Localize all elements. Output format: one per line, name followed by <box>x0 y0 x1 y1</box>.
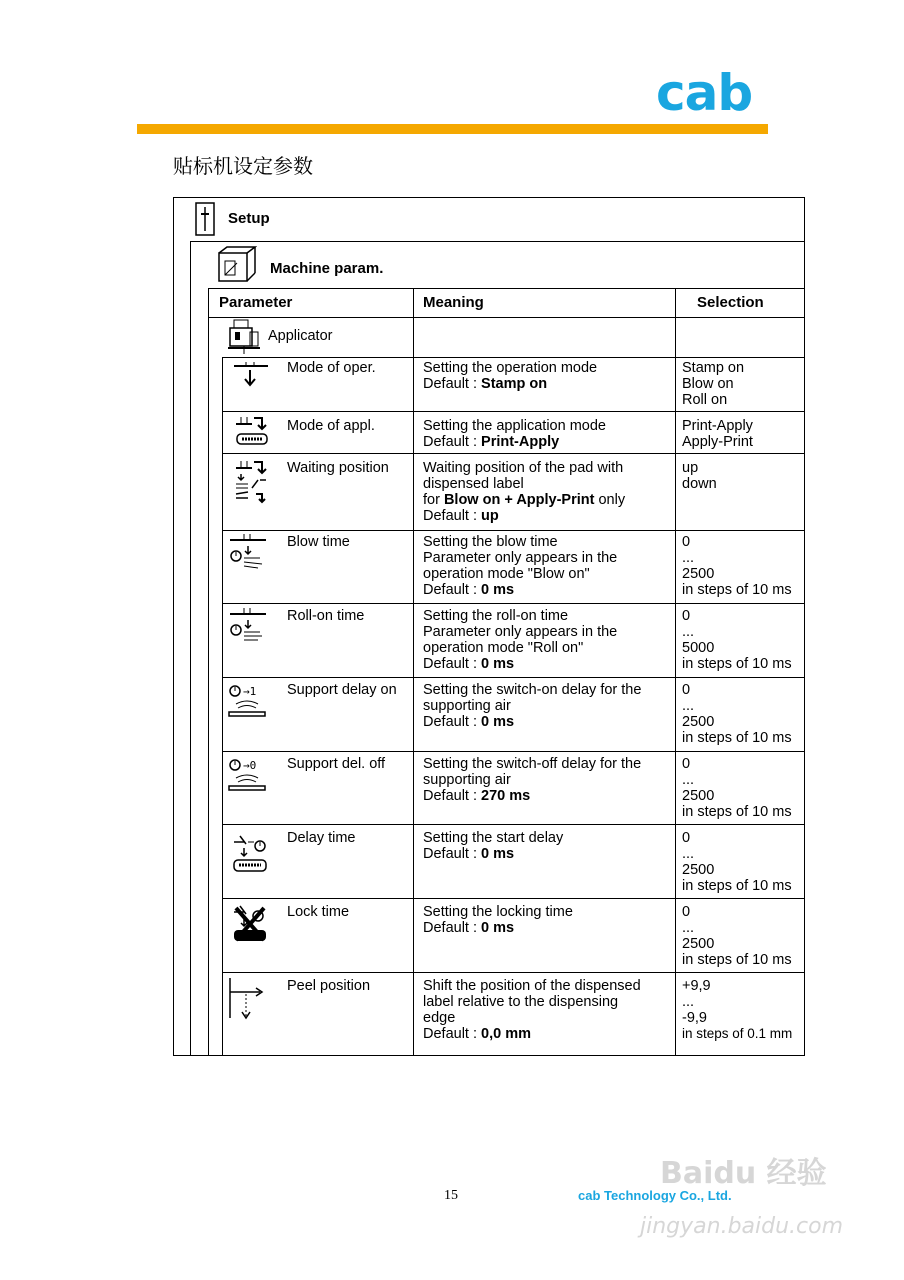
row-meaning: Shift the position of the dispensed <box>423 978 641 994</box>
row-selection: 0 <box>682 682 691 698</box>
row-selection: 2500 <box>682 566 715 582</box>
row-selection: in steps of 10 ms <box>682 878 792 894</box>
row-default: Default : 0,0 mm <box>423 1026 532 1042</box>
mode-of-appl-icon <box>232 414 270 448</box>
svg-text:→1: →1 <box>243 685 257 698</box>
row-selection: ... <box>682 994 695 1010</box>
row-selection: ... <box>682 920 695 936</box>
support-del-off-icon <box>226 756 268 796</box>
row-default: Default : 0 ms <box>423 656 515 672</box>
row-selection: in steps of 10 ms <box>682 952 792 968</box>
page-number: 15 <box>444 1188 458 1203</box>
svg-text:→0: →0 <box>243 759 257 772</box>
row-selection: 2500 <box>682 714 715 730</box>
row-meaning: operation mode "Roll on" <box>423 640 584 656</box>
row-parameter: Mode of appl. <box>287 418 375 434</box>
col-header-parameter: Parameter <box>219 294 293 311</box>
page-title: 贴标机设定参数 <box>173 154 313 178</box>
support-delay-on-icon <box>226 682 268 722</box>
row-selection: in steps of 10 ms <box>682 730 792 746</box>
row-default: Default : 0 ms <box>423 714 515 730</box>
row-parameter: Delay time <box>287 830 356 846</box>
watermark-url: jingyan.baidu.com <box>640 1214 844 1239</box>
row-meaning-extra: for Blow on + Apply-Print only <box>423 492 626 508</box>
setup-icon <box>195 202 215 236</box>
row-selection: Roll on <box>682 392 728 408</box>
row-default: Default : Stamp on <box>423 376 548 392</box>
row-selection: 0 <box>682 756 691 772</box>
row-default: Default : 0 ms <box>423 920 515 936</box>
row-selection: in steps of 10 ms <box>682 804 792 820</box>
row-meaning: Setting the operation mode <box>423 360 598 376</box>
row-meaning: Setting the blow time <box>423 534 558 550</box>
row-parameter: Peel position <box>287 978 371 994</box>
row-meaning: Setting the roll-on time <box>423 608 569 624</box>
row-selection: down <box>682 476 717 492</box>
row-meaning: label relative to the dispensing <box>423 994 619 1010</box>
delay-time-icon <box>230 832 270 874</box>
col-header-meaning: Meaning <box>423 294 484 311</box>
row-parameter: Waiting position <box>287 460 389 476</box>
machine-icon <box>217 245 257 283</box>
peel-position-icon <box>226 976 268 1020</box>
row-selection: in steps of 0.1 mm <box>682 1026 793 1041</box>
row-selection: 0 <box>682 904 691 920</box>
row-selection: 2500 <box>682 936 715 952</box>
row-selection: Apply-Print <box>682 434 753 450</box>
row-default: Default : 0 ms <box>423 846 515 862</box>
row-parameter: Mode of oper. <box>287 360 376 376</box>
row-parameter: Blow time <box>287 534 350 550</box>
row-selection: in steps of 10 ms <box>682 582 792 598</box>
row-meaning: Setting the application mode <box>423 418 606 434</box>
col-header-selection: Selection <box>697 294 764 311</box>
header-rule <box>137 124 768 134</box>
row-parameter: Roll-on time <box>287 608 365 624</box>
row-meaning: Parameter only appears in the <box>423 624 618 640</box>
row-selection: in steps of 10 ms <box>682 656 792 672</box>
row-meaning: Setting the start delay <box>423 830 564 846</box>
row-selection: ... <box>682 550 695 566</box>
watermark: Baidu 经验 <box>660 1156 827 1191</box>
row-selection: 0 <box>682 830 691 846</box>
waiting-position-icon <box>232 458 270 504</box>
applicator-icon <box>226 318 262 356</box>
row-parameter: Lock time <box>287 904 350 920</box>
row-selection: 2500 <box>682 788 715 804</box>
row-default: Default : 270 ms <box>423 788 531 804</box>
group-label-applicator: Applicator <box>268 328 333 344</box>
row-selection: up <box>682 460 699 476</box>
row-meaning: Setting the switch-off delay for the <box>423 756 642 772</box>
row-parameter: Support delay on <box>287 682 397 698</box>
blow-time-icon <box>228 532 268 572</box>
row-meaning: supporting air <box>423 772 511 788</box>
row-selection: ... <box>682 772 695 788</box>
row-selection: Blow on <box>682 376 734 392</box>
row-meaning: operation mode "Blow on" <box>423 566 590 582</box>
footer-company: cab Technology Co., Ltd. <box>578 1188 732 1203</box>
row-meaning: Waiting position of the pad with <box>423 460 624 476</box>
row-default: Default : Print-Apply <box>423 434 560 450</box>
row-selection: ... <box>682 624 695 640</box>
mode-of-oper-icon <box>232 360 270 388</box>
row-selection: ... <box>682 698 695 714</box>
row-selection: 0 <box>682 608 691 624</box>
machine-param-label: Machine param. <box>270 260 384 277</box>
row-selection: 2500 <box>682 862 715 878</box>
row-meaning: edge <box>423 1010 456 1026</box>
row-selection: Stamp on <box>682 360 745 376</box>
lock-time-icon <box>230 902 270 944</box>
row-selection: +9,9 <box>682 978 711 994</box>
row-selection: 5000 <box>682 640 715 656</box>
row-meaning: dispensed label <box>423 476 524 492</box>
row-parameter: Support del. off <box>287 756 386 772</box>
row-selection: 0 <box>682 534 691 550</box>
row-meaning: Setting the locking time <box>423 904 573 920</box>
setup-label: Setup <box>228 210 270 227</box>
row-default: Default : up <box>423 508 499 524</box>
row-meaning: Parameter only appears in the <box>423 550 618 566</box>
row-default: Default : 0 ms <box>423 582 515 598</box>
roll-on-time-icon <box>228 606 268 646</box>
row-selection: Print-Apply <box>682 418 753 434</box>
row-meaning: Setting the switch-on delay for the <box>423 682 642 698</box>
cab-logo: cab <box>656 64 753 122</box>
row-selection: -9,9 <box>682 1010 707 1026</box>
row-selection: ... <box>682 846 695 862</box>
row-meaning: supporting air <box>423 698 511 714</box>
